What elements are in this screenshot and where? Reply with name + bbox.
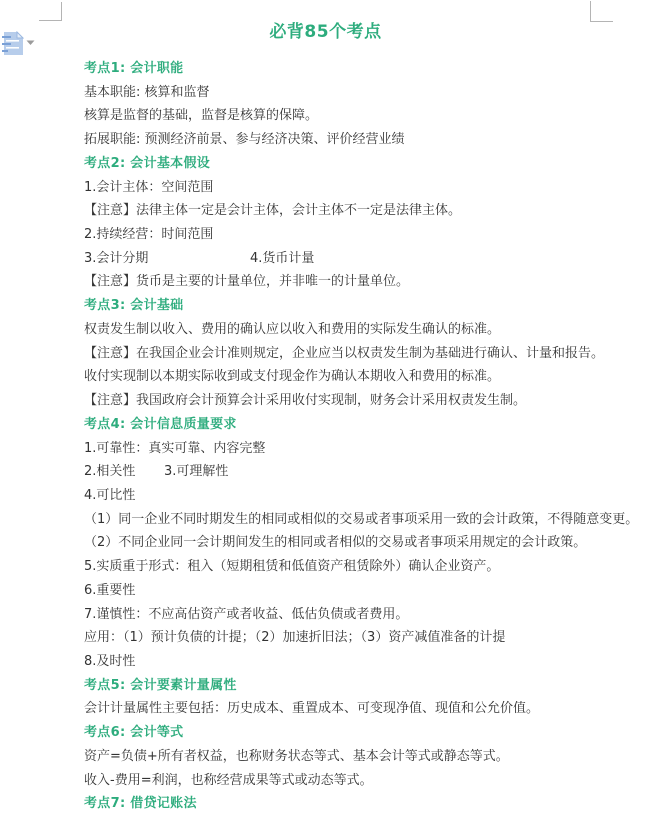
doc-content[interactable] [84, 57, 639, 816]
doc-line-col2[interactable]: 4.货币计量 [250, 250, 315, 266]
doc-line[interactable]: 【注意】货币是主要的计量单位，并非唯一的计量单位。 [84, 274, 410, 290]
doc-line[interactable]: 收付实现制以本期实际收到或支付现金作为确认本期收入和费用的标准。 [84, 369, 501, 385]
doc-line[interactable]: 4.可比性 [84, 487, 136, 503]
doc-line[interactable]: 【注意】在我国企业会计准则规定，企业应当以权责发生制为基础进行确认、计量和报告。 [84, 345, 605, 361]
doc-line[interactable]: 2.持续经营：时间范围 [84, 227, 214, 243]
doc-line[interactable]: 【注意】我国政府会计预算会计采用收付实现制，财务会计采用权责发生制。 [84, 393, 527, 409]
doc-title[interactable]: 必背85个考点 [269, 22, 382, 42]
doc-line[interactable]: 8.及时性 [84, 653, 136, 669]
doc-line[interactable]: 收入-费用=利润，也称经营成果等式或动态等式。 [84, 772, 373, 788]
doc-line[interactable]: 【注意】法律主体一定是会计主体，会计主体不一定是法律主体。 [84, 203, 462, 219]
section-heading-5[interactable]: 考点5: 会计要素计量属性 [84, 677, 237, 693]
doc-line[interactable]: 1.可靠性：真实可靠、内容完整 [84, 440, 266, 456]
doc-line[interactable]: 7.谨慎性：不应高估资产或者收益、低估负债或者费用。 [84, 606, 409, 622]
section-heading-2[interactable]: 考点2: 会计基本假设 [84, 155, 211, 171]
doc-line[interactable]: 权责发生制以收入、费用的确认应以收入和费用的实际发生确认的标准。 [84, 321, 501, 337]
doc-line[interactable]: （2）不同企业同一会计期间发生的相同或者相似的交易或者事项采用规定的会计政策。 [84, 535, 587, 551]
section-heading-4[interactable]: 考点4: 会计信息质量要求 [84, 416, 237, 432]
section-heading-1[interactable]: 考点1: 会计职能 [84, 61, 184, 76]
doc-line[interactable] [84, 460, 624, 484]
doc-line[interactable]: 资产=负债+所有者权益，也称财务状态等式、基本会计等式或静态等式。 [84, 748, 509, 764]
doc-line[interactable]: 基本职能: 核算和监督 [84, 84, 210, 100]
section-heading-3[interactable]: 考点3: 会计基础 [84, 298, 184, 314]
doc-line[interactable]: （1）同一企业不同时期发生的相同或相似的交易或者事项采用一致的会计政策，不得随意变更。 [84, 511, 639, 527]
doc-line[interactable]: 6.重要性 [84, 582, 136, 598]
doc-line[interactable]: 5.实质重于形式：租入（短期租赁和低值资产租赁除外）确认企业资产。 [84, 559, 500, 575]
doc-line[interactable] [84, 247, 624, 271]
doc-line[interactable]: 应用：（1）预计负债的计提；（2）加速折旧法；（3）资产减值准备的计提 [84, 630, 506, 646]
doc-line-col1[interactable]: 3.会计分期 [84, 250, 149, 266]
doc-line[interactable]: 1.会计主体：空间范围 [84, 179, 214, 195]
section-heading-6[interactable]: 考点6: 会计等式 [84, 725, 184, 741]
section-heading-7[interactable]: 考点7: 借贷记账法 [84, 796, 197, 812]
doc-line-col2[interactable]: 3.可理解性 [164, 464, 229, 480]
doc-line[interactable]: 会计计量属性主要包括：历史成本、重置成本、可变现净值、现值和公允价值。 [84, 701, 540, 717]
doc-line[interactable]: 核算是监督的基础，监督是核算的保障。 [84, 108, 319, 124]
doc-line-col1[interactable]: 2.相关性 [84, 464, 136, 480]
doc-line[interactable]: 拓展职能: 预测经济前景、参与经济决策、评价经营业绩 [84, 132, 405, 148]
